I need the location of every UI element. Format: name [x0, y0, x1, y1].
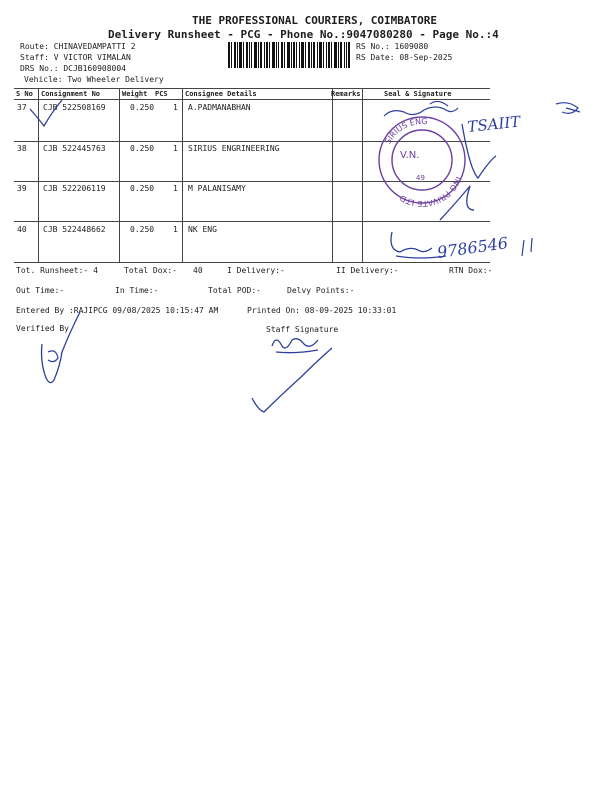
cell-pcs: 1: [173, 144, 178, 153]
printed-on: Printed On: 08-09-2025 10:33:01: [247, 306, 397, 315]
signature-row40: [391, 232, 446, 258]
total-pod: Total POD:-: [208, 286, 261, 295]
cell-sno: 37: [17, 103, 27, 112]
total-dox-value: 40: [193, 266, 203, 275]
in-time: In Time:-: [115, 286, 159, 295]
tot-runsheet: Tot. Runsheet:- 4: [16, 266, 98, 275]
total-dox-label: Total Dox:-: [124, 266, 177, 275]
company-stamp: [379, 117, 465, 203]
cell-consignee: SIRIUS ENGRINEERING: [188, 144, 280, 153]
pen-stroke: [522, 238, 532, 256]
cell-pcs: 1: [173, 103, 178, 112]
entered-by: Entered By :RAJIPCG 09/08/2025 10:15:47 AM: [16, 306, 219, 315]
cell-sno: 39: [17, 184, 27, 193]
verified-signature: [42, 312, 81, 383]
rs-number: RS No.: 1609080: [356, 42, 429, 51]
row-divider: [14, 181, 490, 182]
row-divider: [14, 221, 490, 222]
stamp-inner: V.N.: [400, 150, 420, 161]
cell-pcs: 1: [173, 184, 178, 193]
signature-row37: [384, 101, 458, 116]
handwritten-note: TSAIIT: [466, 112, 522, 136]
cell-weight: 0.250: [130, 103, 155, 112]
verified-signature-loop: [48, 351, 58, 362]
cell-weight: 0.250: [130, 184, 155, 193]
header-consignment: Consignment No: [41, 90, 101, 98]
pen-stroke: [462, 124, 496, 178]
cell-weight: 0.250: [130, 225, 155, 234]
staff-signature: [272, 339, 318, 353]
vehicle-label: Vehicle: Two Wheeler Delivery: [24, 75, 164, 84]
company-title: THE PROFESSIONAL COURIERS, COIMBATORE: [192, 14, 438, 27]
cell-consignment: CJB 522448662: [43, 225, 106, 234]
cell-consignee: M PALANISAMY: [188, 184, 246, 193]
handwritten-phone: 9786546: [435, 233, 510, 262]
cell-weight: 0.250: [130, 144, 155, 153]
header-sno: S No: [16, 90, 33, 98]
stamp-text-bottom: ING PRIVATE LTD: [398, 175, 463, 209]
i-delivery: I Delivery:-: [227, 266, 285, 275]
header-consignee: Consignee Details: [185, 90, 257, 98]
cell-consignee: A.PADMANABHAN: [188, 103, 251, 112]
delvy-points: Delvy Points:-: [287, 286, 355, 295]
rs-date: RS Date: 08-Sep-2025: [356, 53, 453, 62]
ii-delivery: II Delivery:-: [336, 266, 399, 275]
header-remarks: Remarks: [331, 90, 361, 98]
drs-label: DRS No.: DCJB160908004: [20, 64, 126, 73]
table-header-border: [14, 99, 490, 100]
stamp-text-top: SIRIUS ENG: [383, 116, 428, 146]
header-pcs: PCS: [155, 90, 168, 98]
out-time: Out Time:-: [16, 286, 65, 295]
cell-consignment: CJB 522508169: [43, 103, 106, 112]
route-label: Route: CHINAVEDAMPATTI 2: [20, 42, 136, 51]
verified-by-label: Verified By: [16, 324, 69, 333]
staff-signature-tail: [252, 348, 332, 412]
barcode: [228, 42, 350, 68]
cell-sno: 38: [17, 144, 27, 153]
staff-signature-label: Staff Signature: [266, 325, 339, 334]
column-divider: [38, 88, 39, 262]
cell-consignee: NK ENG: [188, 225, 217, 234]
column-divider: [119, 88, 120, 262]
column-divider: [362, 88, 363, 262]
cell-sno: 40: [17, 225, 27, 234]
cell-consignment: CJB 522445763: [43, 144, 106, 153]
header-seal-signature: Seal & Signature: [384, 90, 452, 98]
table-top-border: [14, 88, 490, 89]
stamp-number: 49: [416, 174, 425, 182]
rtn-dox: RTN Dox:-: [449, 266, 493, 275]
column-divider: [182, 88, 183, 262]
cell-pcs: 1: [173, 225, 178, 234]
header-weight: Weight: [122, 90, 148, 98]
table-bottom-border: [14, 262, 490, 263]
row-divider: [14, 141, 490, 142]
pen-stroke: [440, 186, 474, 220]
signature-scribble: [556, 103, 580, 114]
column-divider: [332, 88, 333, 262]
cell-consignment: CJB 522206119: [43, 184, 106, 193]
staff-label: Staff: V VICTOR VIMALAN: [20, 53, 131, 62]
runsheet-subtitle: Delivery Runsheet - PCG - Phone No.:9047080280 - Page No.:4: [108, 28, 499, 41]
